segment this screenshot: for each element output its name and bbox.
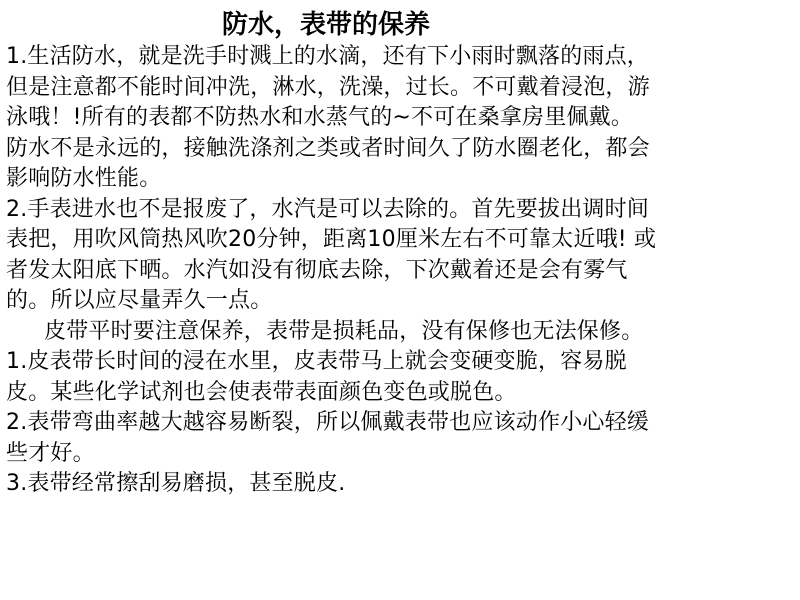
paragraph-strap-care-intro: 皮带平时要注意保养，表带是损耗品，没有保修也无法保修。 <box>44 318 644 344</box>
paragraph-strap-wear: 3.表带经常擦刮易磨损，甚至脱皮. <box>6 471 346 496</box>
paragraph-waterproof-daily: 1.生活防水，就是洗手时溅上的水滴，还有下小雨时飘落的雨点， 但是注意都不能时间冲洗，淋水，洗澡，过长。不可戴着浸泡，游 泳哦！!所有的表都不防热水和水蒸气的~不可在桑拿房里佩戴。 <box>6 44 650 130</box>
paragraph-strap-water: 1.皮表带长时间的浸在水里，皮表带马上就会变硬变脆，容易脱 皮。某些化学试剂也会使表带表面颜色变色或脱色。 <box>6 349 627 405</box>
paragraph-waterproof-aging: 防水不是永远的，接触洗涤剂之类或者时间久了防水圈老化，都会 影响防水性能。 <box>6 135 650 191</box>
paragraph-water-removal: 2.手表进水也不是报废了，水汽是可以去除的。首先要拔出调时间 表把，用吹风筒热风吹20分钟，距离10厘米左右不可靠太近哦! 或 者发太阳底下晒。水汽如没有彻底去除，下次戴着还是会有雾气 的。所以应尽量弄久一点。 <box>6 196 657 313</box>
document-title: 防水，表带的保养 <box>222 10 431 40</box>
document <box>6 8 796 500</box>
paragraph-strap-bending: 2.表带弯曲率越大越容易断裂，所以佩戴表带也应该动作小心轻缓 些才好。 <box>6 410 649 466</box>
